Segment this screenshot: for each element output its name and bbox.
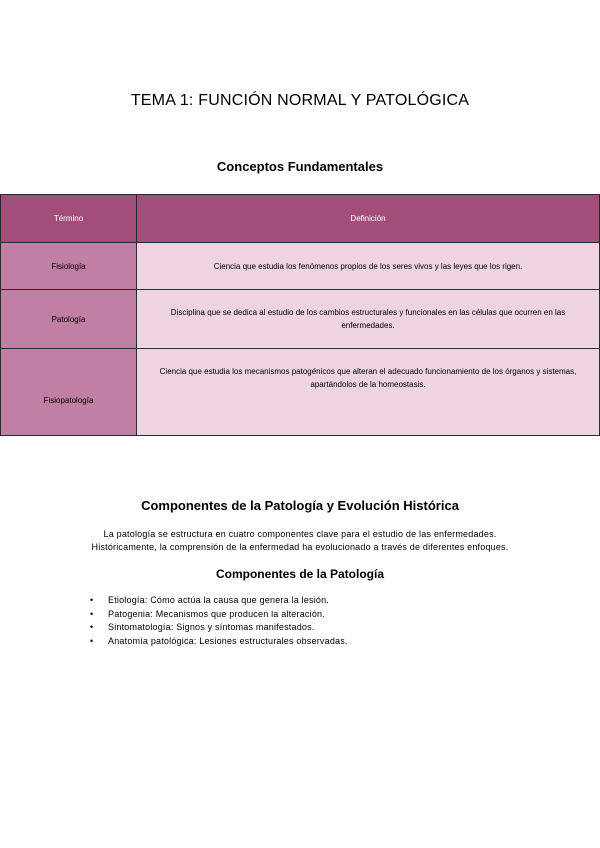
- intro-line: La patología se estructura en cuatro componentes clave para el estudio de las enfermedades.: [103, 529, 497, 539]
- list-item-text: Sintomatología: Signos y síntomas manifestados.: [108, 622, 315, 632]
- list-item: [90, 608, 348, 622]
- bullet-icon: •: [90, 608, 94, 619]
- table-row: [1, 290, 600, 349]
- components-list: [90, 594, 348, 648]
- table-row: [1, 349, 600, 436]
- term-column-header: Término: [1, 195, 137, 243]
- table-header-row: [1, 195, 600, 243]
- definition-cell: Ciencia que estudia los mecanismos patogénicos que alteran el adecuado funcionamiento de los órganos y sistemas, apartándolos de la homeostasis.: [137, 349, 600, 436]
- bullet-icon: •: [90, 635, 94, 646]
- list-item-text: Anatomía patológica: Lesiones estructurales observadas.: [108, 635, 348, 646]
- list-item: [90, 635, 348, 649]
- intro-line: Históricamente, la comprensión de la enfermedad ha evolucionado a través de diferentes enfoques.: [91, 542, 509, 552]
- components-heading: Componentes de la Patología y Evolución Histórica: [141, 498, 459, 513]
- term-cell: Fisiología: [1, 243, 137, 290]
- intro-paragraph: [0, 528, 600, 554]
- concepts-table: [0, 194, 600, 436]
- list-item: [90, 594, 348, 608]
- page-title: TEMA 1: FUNCIÓN NORMAL Y PATOLÓGICA: [130, 92, 470, 109]
- list-item: [90, 621, 348, 635]
- list-item-text: Patogenia: Mecanismos que producen la alteración.: [108, 608, 325, 619]
- list-item-text: Etiología: Cómo actúa la causa que genera la lesión.: [108, 595, 330, 605]
- table-row: [1, 243, 600, 290]
- definition-column-header: Definición: [137, 195, 600, 243]
- term-cell: Fisiopatología: [1, 349, 137, 436]
- bullet-icon: •: [90, 622, 94, 632]
- bullet-icon: •: [90, 595, 94, 605]
- concepts-heading: Conceptos Fundamentales: [216, 159, 384, 174]
- components-subheading: Componentes de la Patología: [215, 567, 385, 581]
- definition-cell: Ciencia que estudia los fenómenos propios de los seres vivos y las leyes que los rigen.: [137, 243, 600, 290]
- term-cell: Patología: [1, 290, 137, 349]
- definition-cell: Disciplina que se dedica al estudio de los cambios estructurales y funcionales en las células que ocurren en las enfermedades.: [137, 290, 600, 349]
